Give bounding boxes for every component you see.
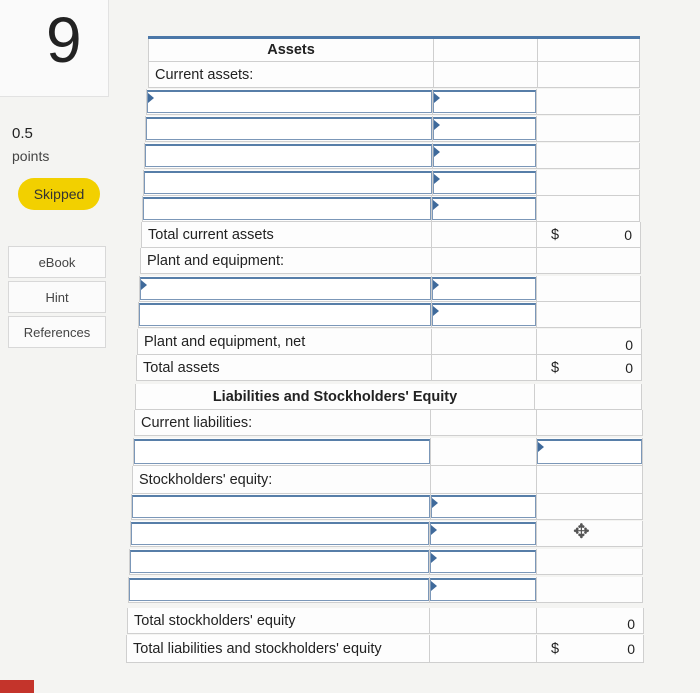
current-asset-amount-input[interactable] — [433, 117, 536, 140]
currency-symbol: $ — [551, 640, 560, 657]
points-value: 0.5 — [12, 125, 33, 142]
table-row — [146, 89, 640, 115]
question-number: 9 — [46, 4, 82, 76]
equity-name-input[interactable] — [129, 578, 429, 601]
table-row — [136, 355, 642, 381]
equity-name-input[interactable] — [131, 522, 429, 545]
current-asset-amount-input[interactable] — [433, 90, 536, 113]
currency-symbol: $ — [551, 226, 560, 243]
equity-amount-input[interactable] — [430, 522, 536, 545]
currency-symbol: $ — [551, 359, 560, 376]
table-row — [148, 36, 640, 62]
plant-equipment-amount-input[interactable] — [432, 277, 536, 300]
table-row — [129, 549, 643, 575]
table-row — [145, 116, 640, 142]
current-asset-amount-input[interactable] — [433, 144, 536, 167]
plant-equipment-name-input[interactable] — [140, 277, 431, 300]
total-liabilities-equity-label: Total liabilities and stockholders' equity — [126, 635, 430, 662]
table-row — [127, 608, 644, 634]
table-row — [134, 410, 643, 436]
current-asset-name-input[interactable] — [146, 117, 432, 140]
current-assets-label: Current assets: — [148, 62, 434, 87]
plant-equipment-net-label: Plant and equipment, net — [137, 329, 432, 354]
table-row — [131, 494, 643, 520]
table-row — [128, 577, 643, 603]
table-row — [142, 196, 640, 222]
table-row — [137, 329, 642, 355]
move-cursor-icon: ✥ — [573, 521, 590, 543]
current-asset-amount-input[interactable] — [433, 171, 536, 194]
total-assets-value: 0 — [625, 359, 633, 376]
table-row — [143, 170, 640, 196]
equity-name-input[interactable] — [130, 550, 429, 573]
table-row — [144, 143, 640, 169]
total-liabilities-equity-value: 0 — [627, 640, 635, 657]
table-row — [132, 466, 643, 494]
assets-header: Assets — [148, 39, 434, 61]
current-asset-amount-input[interactable] — [432, 197, 536, 220]
equity-name-input[interactable] — [132, 495, 430, 518]
plant-equipment-name-input[interactable] — [139, 303, 431, 326]
current-asset-name-input[interactable] — [147, 90, 432, 113]
references-button[interactable]: References — [8, 316, 106, 348]
current-liabilities-label: Current liabilities: — [134, 410, 431, 435]
equity-amount-input[interactable] — [430, 550, 536, 573]
table-row — [140, 248, 641, 274]
equity-amount-input[interactable] — [430, 578, 536, 601]
total-current-assets-label: Total current assets — [141, 222, 432, 247]
total-assets-label: Total assets — [136, 355, 432, 380]
table-row — [133, 438, 643, 466]
current-asset-name-input[interactable] — [144, 171, 432, 194]
total-stockholders-equity-value: 0 — [627, 616, 635, 632]
table-row — [138, 302, 641, 328]
current-liability-name-input[interactable] — [134, 439, 430, 464]
current-asset-name-input[interactable] — [143, 197, 431, 220]
stockholders-equity-label: Stockholders' equity: — [132, 466, 431, 493]
points-label: points — [12, 148, 50, 164]
table-row — [139, 276, 641, 302]
ebook-button[interactable]: eBook — [8, 246, 106, 278]
total-current-assets-value: 0 — [624, 226, 632, 243]
liabilities-header: Liabilities and Stockholders' Equity — [135, 384, 535, 409]
plant-equipment-label: Plant and equipment: — [140, 248, 432, 273]
table-row — [126, 635, 644, 663]
status-badge: Skipped — [18, 178, 100, 210]
current-liability-amount-input[interactable] — [537, 439, 642, 464]
table-row — [148, 62, 640, 88]
equity-amount-input[interactable] — [431, 495, 536, 518]
hint-button[interactable]: Hint — [8, 281, 106, 313]
table-row — [135, 384, 642, 410]
total-stockholders-equity-label: Total stockholders' equity — [127, 608, 430, 633]
table-row — [141, 222, 641, 248]
plant-equipment-net-value: 0 — [625, 337, 633, 353]
plant-equipment-amount-input[interactable] — [432, 303, 536, 326]
table-row — [130, 521, 643, 547]
current-asset-name-input[interactable] — [145, 144, 432, 167]
